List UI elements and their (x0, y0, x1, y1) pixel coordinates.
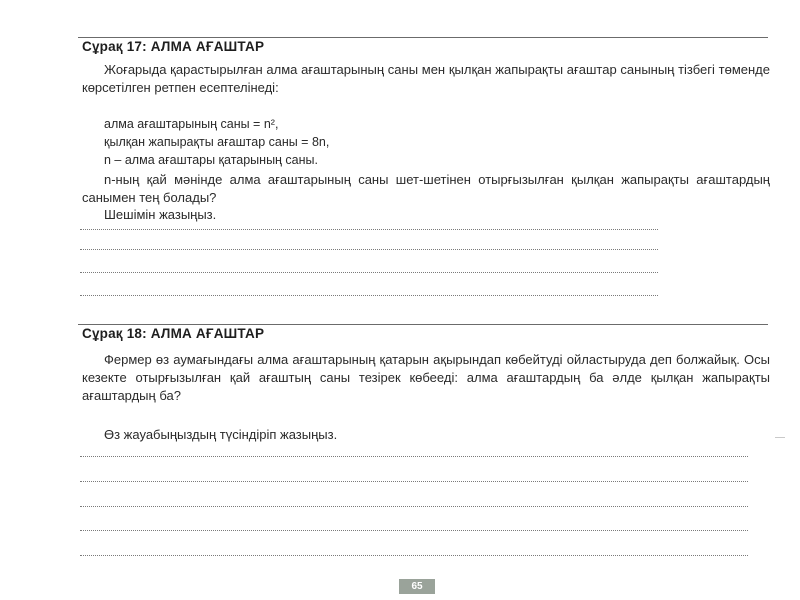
question-18-instruction: Өз жауабыңыздың түсіндіріп жазыңыз. (104, 427, 338, 442)
answer-line-17-2[interactable] (80, 249, 658, 250)
question-17-text: n-ның қай мәнінде алма ағаштарының саны шет-шетінен отырғызылған қылқан жапырақты ағаштардың санымен тең болады? (82, 172, 770, 206)
page-number-badge: 65 (399, 579, 435, 594)
formula-conifer-trees: қылқан жапырақты ағаштар саны = 8n, (104, 135, 330, 149)
answer-line-17-4[interactable] (80, 295, 658, 296)
answer-line-18-2[interactable] (80, 481, 748, 482)
section-divider-18 (78, 324, 768, 325)
question-17-intro: Жоғарыда қарастырылған алма ағаштарының саны мен қылқан жапырақты ағаштар санының тізбегі төменде көрсетілген ретпен есептелінеді: (82, 62, 770, 96)
question-18-title: Сұрақ 18: АЛМА АҒАШТАР (82, 326, 265, 341)
question-17-title: Сұрақ 17: АЛМА АҒАШТАР (82, 39, 265, 54)
answer-line-18-4[interactable] (80, 530, 748, 531)
answer-line-18-1[interactable] (80, 456, 748, 457)
answer-line-17-3[interactable] (80, 272, 658, 273)
section-divider-17 (78, 37, 768, 38)
answer-line-18-5[interactable] (80, 555, 748, 556)
margin-mark (775, 437, 785, 438)
answer-line-18-3[interactable] (80, 506, 748, 507)
formula-apple-trees: алма ағаштарының саны = n², (104, 117, 279, 131)
answer-line-17-1[interactable] (80, 229, 658, 230)
question-17-instruction: Шешімін жазыңыз. (104, 207, 217, 222)
question-18-intro: Фермер өз аумағындағы алма ағаштарының қатарын ақырындап көбейтуді ойластыруда деп болжайық. Осы кезекте отырғызылған қай ағаштың саны тезірек көбееді: алма ағаштардың ба әлде қылқан жапырақты ағаштардың ба? (82, 352, 770, 404)
formula-n-definition: n – алма ағаштары қатарының саны. (104, 153, 318, 167)
